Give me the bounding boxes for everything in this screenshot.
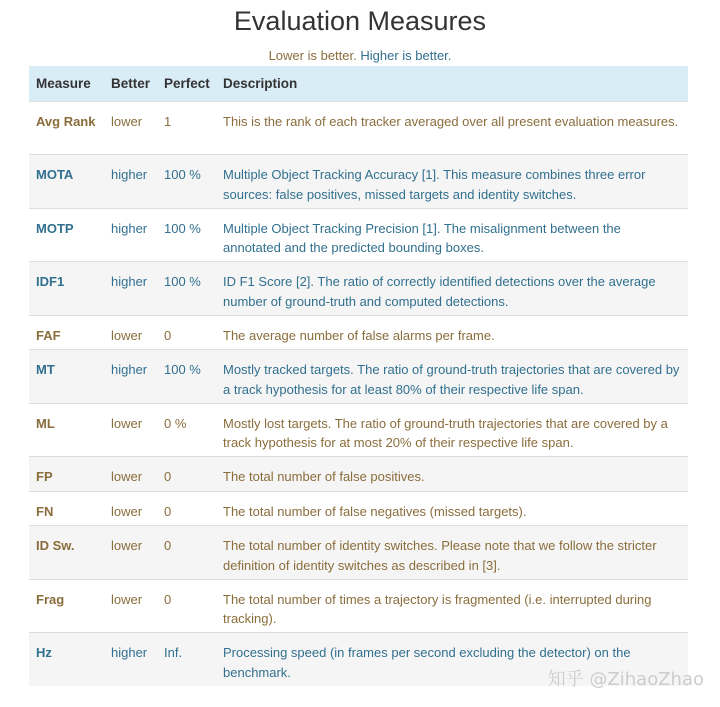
header-measure: Measure: [36, 75, 91, 91]
description-cell: Multiple Object Tracking Accuracy [1]. This measure combines three error sources: false positives, missed targets and identity switches.: [216, 155, 688, 209]
table-row: [29, 262, 688, 316]
better-cell: lower: [104, 101, 157, 155]
perfect-cell: 0 %: [157, 403, 216, 457]
description-cell: The total number of identity switches. Please note that we follow the stricter definition of identity switches as described in [3].: [216, 526, 688, 580]
header-perfect: Perfect: [164, 75, 210, 91]
perfect-cell: 100 %: [157, 208, 216, 262]
better-cell: higher: [104, 350, 157, 404]
table-row: [29, 579, 688, 633]
measure-cell: MT: [29, 350, 104, 404]
description-cell: The total number of false positives.: [216, 457, 688, 492]
perfect-cell: 0: [157, 315, 216, 350]
better-cell: lower: [104, 457, 157, 492]
page-title: Evaluation Measures: [233, 6, 487, 36]
measure-cell: ML: [29, 403, 104, 457]
measure-cell: Hz: [29, 633, 104, 687]
perfect-cell: 100 %: [157, 350, 216, 404]
measure-cell: FAF: [29, 315, 104, 350]
description-cell: This is the rank of each tracker averaged over all present evaluation measures.: [216, 101, 688, 155]
description-cell: Mostly tracked targets. The ratio of ground-truth trajectories that are covered by a track hypothesis for at least 80% of their respective life span.: [216, 350, 688, 404]
table-header-row: [29, 66, 688, 101]
perfect-cell: 0: [157, 579, 216, 633]
better-cell: higher: [104, 262, 157, 316]
legend: [0, 48, 720, 63]
better-cell: lower: [104, 579, 157, 633]
better-cell: lower: [104, 403, 157, 457]
table-row: [29, 101, 688, 155]
better-cell: higher: [104, 208, 157, 262]
measure-cell: Frag: [29, 579, 104, 633]
perfect-cell: 1: [157, 101, 216, 155]
measure-cell: MOTP: [29, 208, 104, 262]
description-cell: The average number of false alarms per frame.: [216, 315, 688, 350]
table-row: [29, 457, 688, 492]
description-cell: Multiple Object Tracking Precision [1]. The misalignment between the annotated and the predicted bounding boxes.: [216, 208, 688, 262]
measures-table: [29, 66, 688, 686]
measure-cell: FP: [29, 457, 104, 492]
better-cell: higher: [104, 633, 157, 687]
table-row: [29, 526, 688, 580]
table-row: [29, 403, 688, 457]
description-cell: The total number of times a trajectory is fragmented (i.e. interrupted during tracking).: [216, 579, 688, 633]
description-cell: ID F1 Score [2]. The ratio of correctly identified detections over the average number of ground-truth and computed detections.: [216, 262, 688, 316]
better-cell: lower: [104, 315, 157, 350]
legend-higher: Higher is better.: [360, 48, 452, 63]
perfect-cell: Inf.: [157, 633, 216, 687]
better-cell: higher: [104, 155, 157, 209]
table-row: [29, 155, 688, 209]
header-description: Description: [223, 75, 298, 91]
description-cell: Mostly lost targets. The ratio of ground-truth trajectories that are covered by a track hypothesis for at most 20% of their respective life span.: [216, 403, 688, 457]
measure-cell: Avg Rank: [29, 101, 104, 155]
table-row: [29, 208, 688, 262]
table-row: [29, 350, 688, 404]
perfect-cell: 100 %: [157, 155, 216, 209]
description-cell: The total number of false negatives (missed targets).: [216, 491, 688, 526]
measure-cell: IDF1: [29, 262, 104, 316]
watermark: 知乎 @ZihaoZhao: [547, 669, 704, 690]
header-better: Better: [111, 75, 151, 91]
description-cell: Processing speed (in frames per second excluding the detector) on the benchmark.: [216, 633, 688, 687]
measure-cell: FN: [29, 491, 104, 526]
better-cell: lower: [104, 491, 157, 526]
table-row: [29, 315, 688, 350]
better-cell: lower: [104, 526, 157, 580]
perfect-cell: 100 %: [157, 262, 216, 316]
perfect-cell: 0: [157, 526, 216, 580]
perfect-cell: 0: [157, 491, 216, 526]
table-row: [29, 491, 688, 526]
perfect-cell: 0: [157, 457, 216, 492]
legend-lower: Lower is better.: [268, 48, 357, 63]
measure-cell: ID Sw.: [29, 526, 104, 580]
measure-cell: MOTA: [29, 155, 104, 209]
